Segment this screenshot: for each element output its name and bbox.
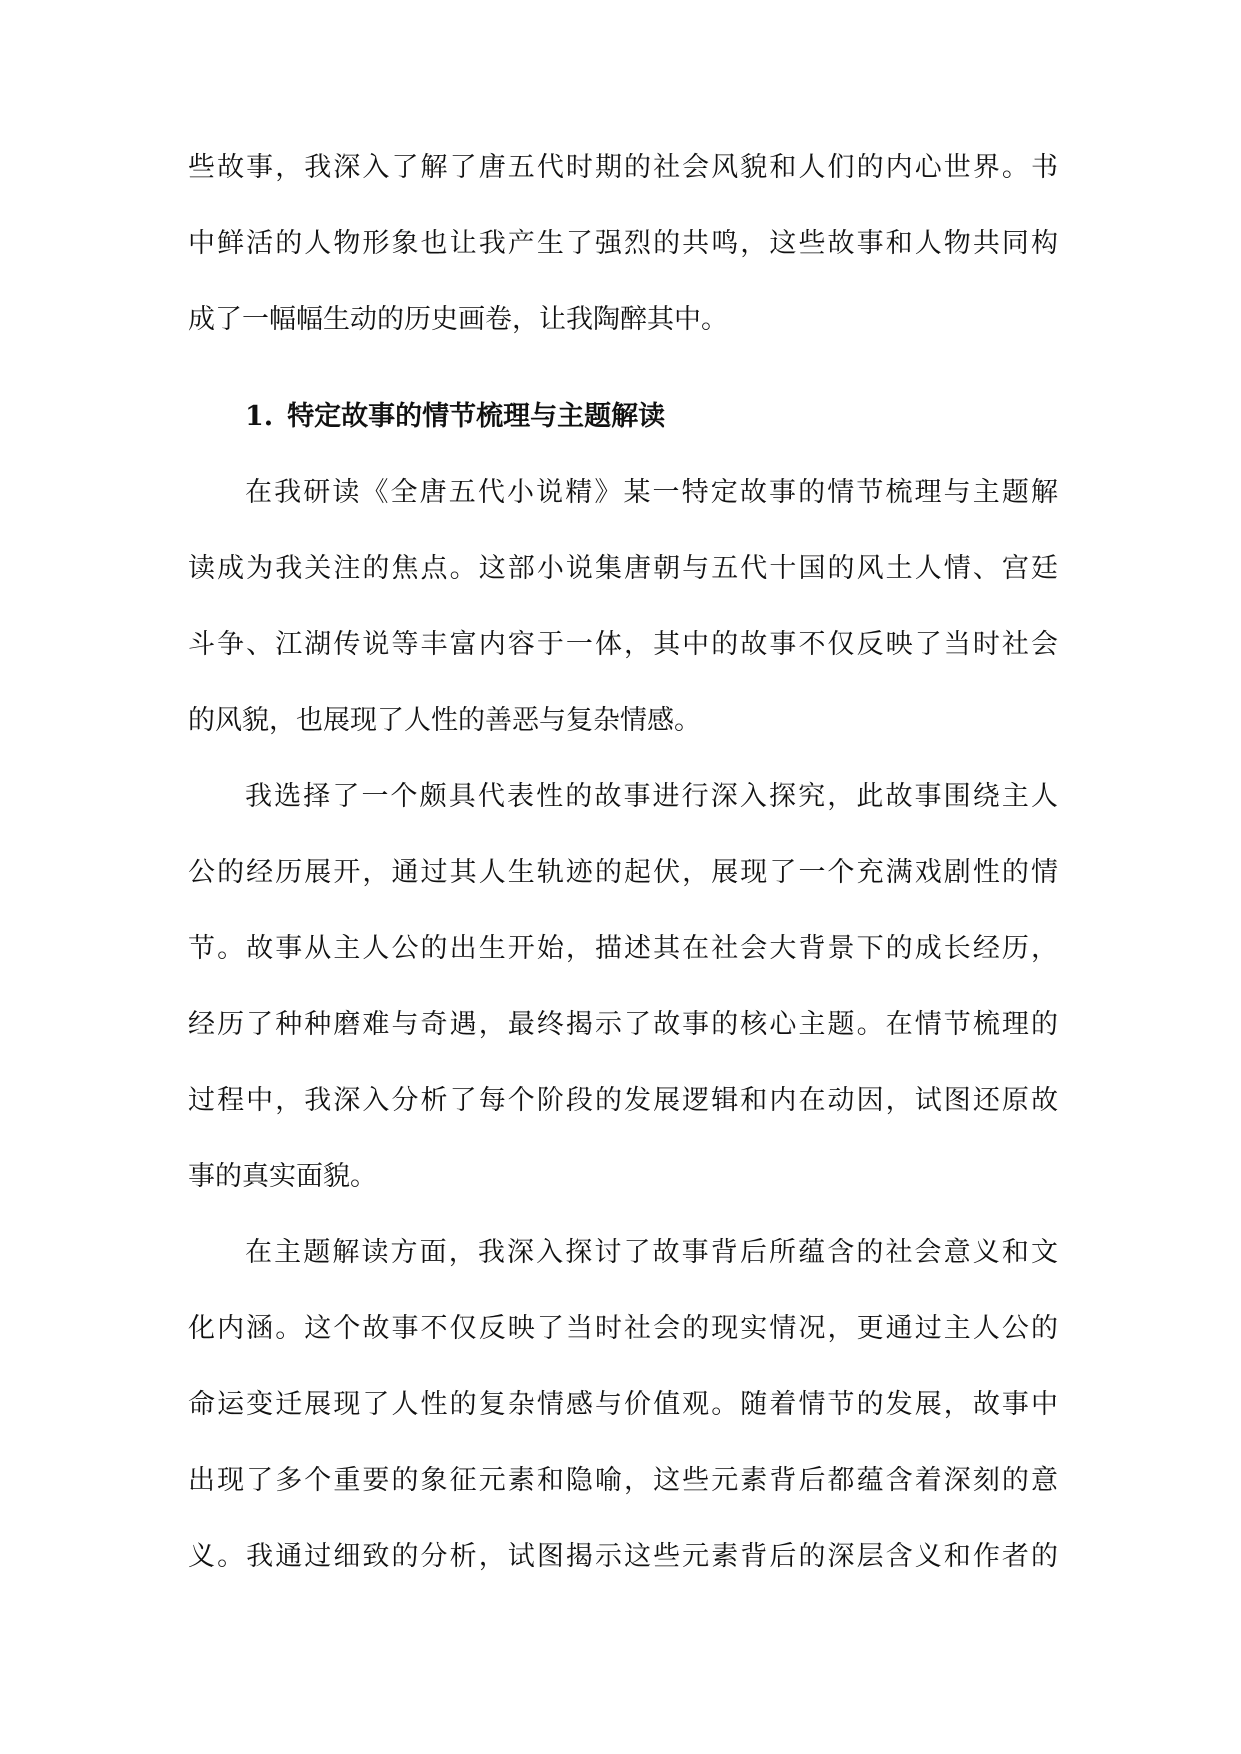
intro-paragraph <box>188 130 1058 358</box>
paragraph-2 <box>188 759 1058 1215</box>
text-line: 些故事，我深入了解了唐五代时期的社会风貌和人们的内心世界。书 <box>188 152 1058 183</box>
text-line: 成了一幅幅生动的历史画卷，让我陶醉其中。 <box>188 304 728 335</box>
text-line: 过程中，我深入分析了每个阶段的发展逻辑和内在动因，试图还原故 <box>188 1085 1058 1116</box>
section-heading <box>188 379 1058 455</box>
text-line: 义。我通过细致的分析，试图揭示这些元素背后的深层含义和作者的 <box>188 1541 1058 1572</box>
section-number: 1. <box>245 401 274 432</box>
paragraph-3 <box>188 1215 1058 1595</box>
text-line: 节。故事从主人公的出生开始，描述其在社会大背景下的成长经历， <box>188 933 1058 964</box>
text-line: 公的经历展开，通过其人生轨迹的起伏，展现了一个充满戏剧性的情 <box>188 857 1058 888</box>
text-line: 经历了种种磨难与奇遇，最终揭示了故事的核心主题。在情节梳理的 <box>188 1009 1058 1040</box>
document-page <box>188 130 1058 1595</box>
text-line: 事的真实面貌。 <box>188 1161 377 1192</box>
paragraph-1 <box>188 455 1058 759</box>
text-line: 中鲜活的人物形象也让我产生了强烈的共鸣，这些故事和人物共同构 <box>188 228 1058 259</box>
text-line: 斗争、江湖传说等丰富内容于一体，其中的故事不仅反映了当时社会 <box>188 629 1058 660</box>
text-line: 出现了多个重要的象征元素和隐喻，这些元素背后都蕴含着深刻的意 <box>188 1465 1058 1496</box>
text-line: 读成为我关注的焦点。这部小说集唐朝与五代十国的风土人情、宫廷 <box>188 553 1058 584</box>
text-line: 化内涵。这个故事不仅反映了当时社会的现实情况，更通过主人公的 <box>188 1313 1058 1344</box>
text-line: 我选择了一个颇具代表性的故事进行深入探究，此故事围绕主人 <box>245 781 1058 812</box>
text-line: 在主题解读方面，我深入探讨了故事背后所蕴含的社会意义和文 <box>245 1237 1058 1268</box>
text-line: 命运变迁展现了人性的复杂情感与价值观。随着情节的发展，故事中 <box>188 1389 1058 1420</box>
text-line: 在我研读《全唐五代小说精》某一特定故事的情节梳理与主题解 <box>245 477 1058 508</box>
text-line: 的风貌，也展现了人性的善恶与复杂情感。 <box>188 705 701 736</box>
section-title: 特定故事的情节梳理与主题解读 <box>287 401 666 432</box>
